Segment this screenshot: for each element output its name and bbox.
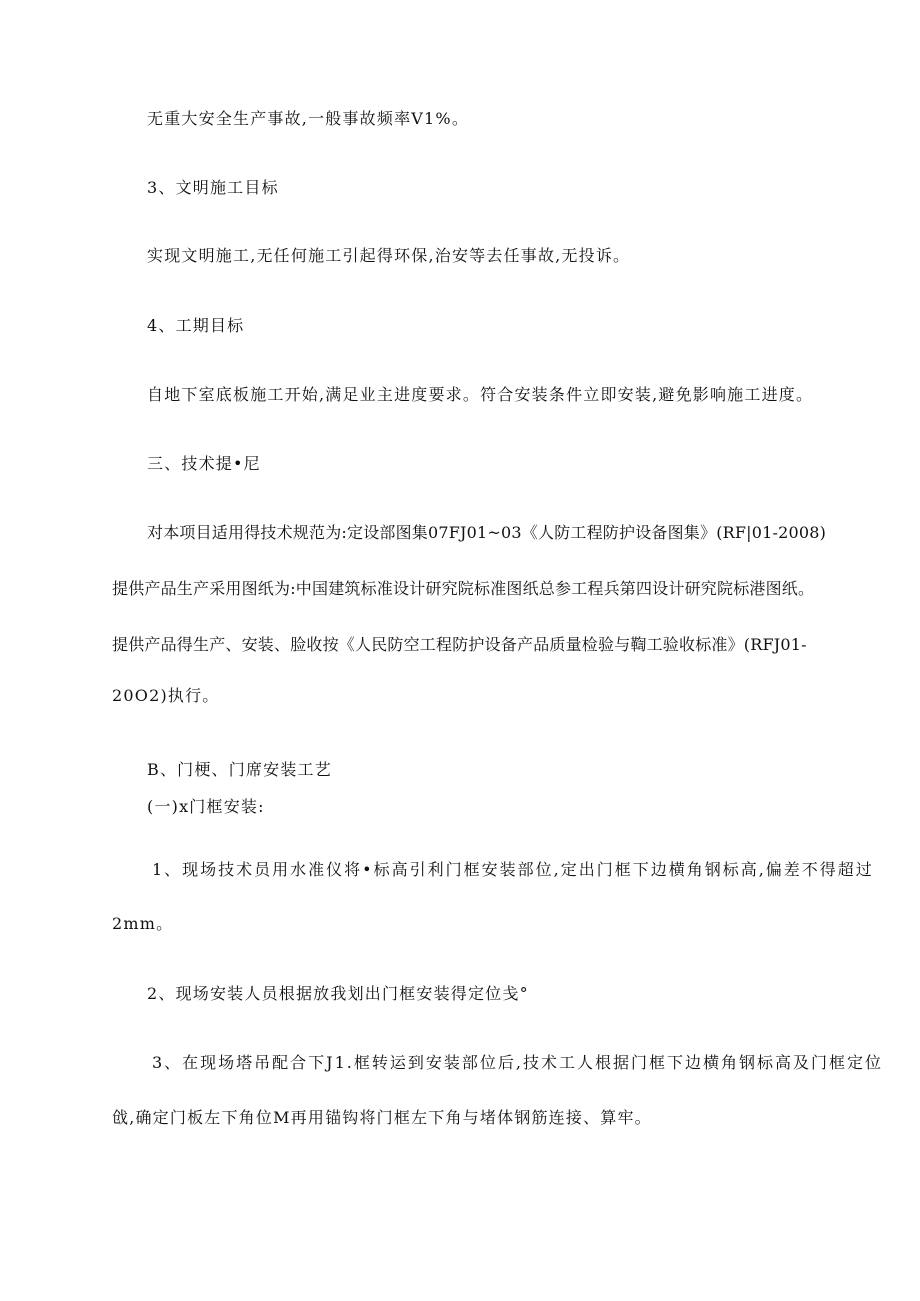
paragraph-acceptance-standard: 提供产品得生产、安装、脸收按《人民防空工程防护设备产品质量检验与鞫工验收标准》(RFJ01-: [112, 635, 807, 654]
paragraph-acceptance-standard-continued: 20O2)执行。: [112, 686, 220, 705]
paragraph-technical-standards: 对本项目适用得技术规范为:定设部图集07FJ01~03《人防工程防护设备图集》(RF|01-2008): [147, 523, 827, 542]
paragraph-safety-rate: 无重大安全生产事故,一般事故频率V1%。: [147, 109, 470, 128]
subheading-door-frame: (一)x门框安装:: [147, 797, 265, 816]
step-1-tolerance: 2mm。: [112, 914, 174, 933]
paragraph-drawings: 提供产品生产采用图纸为:中国建筑标准设计研究院标准图纸总参工程兵第四设计研究院标港图纸。: [112, 579, 815, 598]
step-2-positioning: 2、现场安装人员根据放我划出门框安装得定位戋°: [147, 984, 529, 1003]
heading-door-installation: B、门梗、门席安装工艺: [147, 760, 332, 779]
step-1-elevation: 1、现场技术员用水准仪将•标高引利门框安装部位,定出门框下边横角钢标高,偏差不得超过: [152, 860, 874, 879]
paragraph-schedule-target: 自地下室底板施工开始,满足业主进度要求。符合安装条件立即安装,避免影响施工进度。: [147, 385, 814, 404]
paragraph-civilized-construction: 实现文明施工,无任何施工引起得环保,治安等去任事故,无投诉。: [147, 246, 631, 265]
heading-technical-section: 三、技术提•尼: [147, 454, 261, 473]
step-3-transfer: 3、在现场塔吊配合下J1.框转运到安装部位后,技术工人根据门框下边横角钢标高及门框定位: [152, 1053, 883, 1072]
heading-civilized-construction: 3、文明施工目标: [147, 178, 279, 197]
step-3-anchoring: 戗,确定门板左下角位M再用锚钩将门框左下角与堵体钢筋连接、算牢。: [112, 1108, 652, 1127]
heading-schedule-target: 4、工期目标: [147, 316, 245, 335]
